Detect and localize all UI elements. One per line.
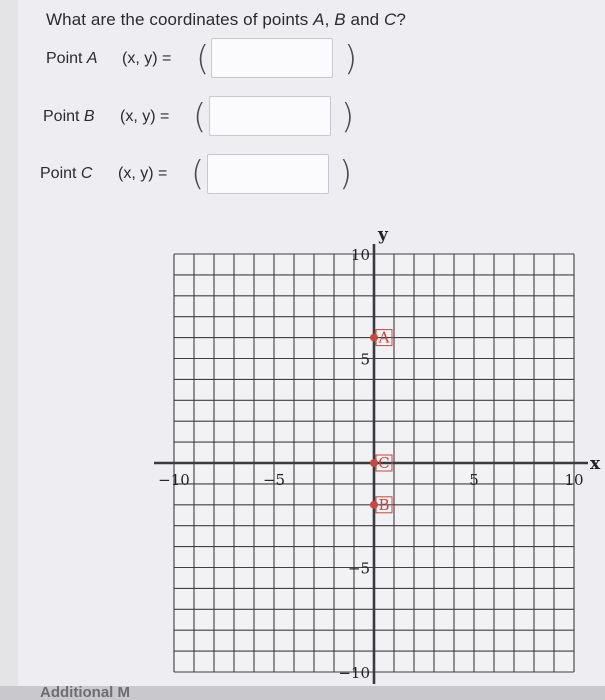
y-axis-label: y [378,225,388,245]
graph-svg [0,220,605,690]
y-tick-label: 10 [350,246,370,264]
open-paren: ( [191,154,205,194]
x-tick-label: −10 [158,471,190,489]
point-letter: B [83,108,95,125]
question-text [46,10,406,30]
point-label-b: B [378,495,390,514]
point-b-answer-input[interactable] [209,96,331,136]
x-tick-label: 10 [564,471,584,489]
question-point-a: A [313,10,325,29]
point-letter: C [80,165,93,182]
point-c-label [40,165,92,183]
point-a-row [0,38,605,82]
point-a-answer-input[interactable] [211,38,333,78]
y-tick-label: −10 [338,664,370,682]
open-paren: ( [193,97,207,137]
close-paren: ) [339,154,353,194]
point-marker-c [370,459,378,467]
coord-equation: (x, y) = [120,108,170,125]
additional-materials-bar[interactable] [0,686,605,700]
point-word: Point [43,108,80,125]
point-b-label [43,108,95,126]
question-point-b: B [334,10,346,29]
point-label-c: C [378,454,390,472]
point-b-row [0,96,605,140]
point-word: Point [40,165,77,182]
x-tick-label: 5 [469,471,479,489]
point-marker-a [370,334,378,342]
point-letter: A [86,50,98,67]
coord-equation: (x, y) = [122,50,172,67]
question-suffix: ? [396,10,406,29]
y-tick-label: 5 [360,350,370,369]
coord-equation: (x, y) = [118,165,168,182]
point-label-a: A [378,328,390,347]
question-point-c: C [384,10,397,29]
y-tick-label: −5 [347,559,370,578]
point-marker-b [370,501,378,509]
point-c-answer-input[interactable] [207,154,329,194]
question-sep: and [345,10,385,29]
close-paren: ) [344,39,358,79]
point-c-row [0,153,605,197]
close-paren: ) [341,97,355,137]
point-a-label [46,50,98,68]
question-sep: , [324,10,335,29]
open-paren: ( [196,39,210,79]
x-tick-label: −5 [262,471,286,489]
x-axis-label: x [590,454,601,474]
coordinate-graph [0,220,605,690]
point-word: Point [46,50,83,67]
additional-materials-label: Additional M [40,686,130,700]
question-prefix: What are the coordinates of points [46,10,314,29]
